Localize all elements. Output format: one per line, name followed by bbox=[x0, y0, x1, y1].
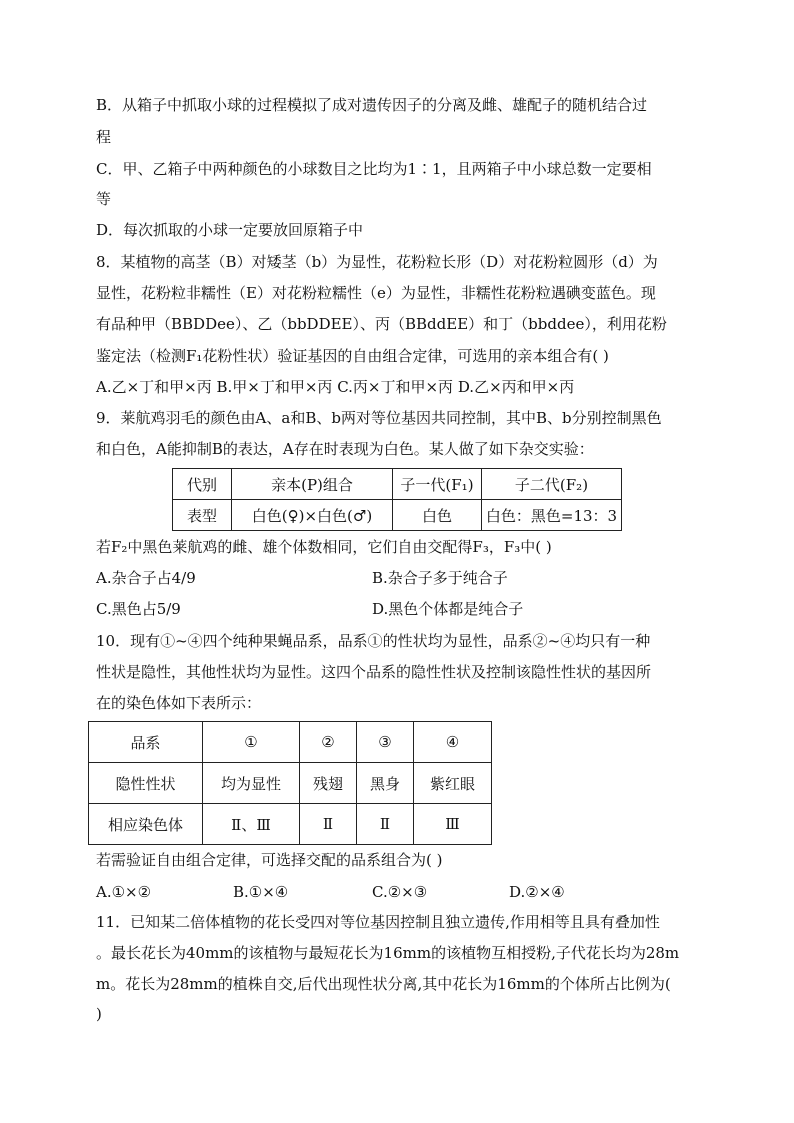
table-row bbox=[89, 763, 492, 804]
q10-stem-line3: 在的染色体如下表所示： bbox=[96, 694, 262, 712]
q11-stem-line4: ) bbox=[96, 1005, 102, 1023]
q7-option-d: D．每次抓取的小球一定要放回原箱子中 bbox=[96, 221, 364, 239]
q10-strain-table bbox=[88, 721, 492, 845]
table-cell: Ⅱ bbox=[357, 804, 414, 845]
q9-stem-line2: 和白色，A能抑制B的表达，A存在时表现为白色。某人做了如下杂交实验： bbox=[96, 440, 594, 458]
q7-option-b-line1: B．从箱子中抓取小球的过程模拟了成对遗传因子的分离及雌、雄配子的随机结合过 bbox=[96, 96, 648, 114]
q11-stem-line2: 。最长花长为40mm的该植物与最短花长为16mm的该植物互相授粉,子代花长均为28m bbox=[96, 944, 680, 962]
table-header-cell: 子二代(F₂) bbox=[482, 469, 622, 500]
table-cell: 表型 bbox=[173, 500, 232, 531]
q8-stem-line1: 8．某植物的高茎（B）对矮茎（b）为显性，花粉粒长形（D）对花粉粒圆形（d）为 bbox=[96, 253, 658, 271]
table-cell: ③ bbox=[357, 722, 414, 763]
table-row bbox=[173, 469, 622, 500]
q11-stem-line3: m。花长为28mm的植株自交,后代出现性状分离,其中花长为16mm的个体所占比例为( bbox=[96, 975, 671, 993]
table-row bbox=[89, 804, 492, 845]
table-cell: 均为显性 bbox=[203, 763, 300, 804]
table-cell: Ⅱ、Ⅲ bbox=[203, 804, 300, 845]
q7-option-c-line2: 等 bbox=[96, 190, 112, 208]
table-cell: ② bbox=[300, 722, 357, 763]
q9-cross-table bbox=[172, 468, 622, 531]
table-row bbox=[173, 500, 622, 531]
table-cell: 黑身 bbox=[357, 763, 414, 804]
q8-stem-line3: 有品种甲（BBDDee）、乙（bbDDEE）、丙（BBddEE）和丁（bbddee），利用花粉 bbox=[96, 315, 667, 333]
q7-option-b-line2: 程 bbox=[96, 128, 112, 146]
q8-stem-line4: 鉴定法（检测F₁花粉性状）验证基因的自由组合定律，可选用的亲本组合有( ) bbox=[96, 347, 609, 365]
q10-option-a: A.①×② bbox=[96, 883, 152, 901]
q11-stem-line1: 11．已知某二倍体植物的花长受四对等位基因控制且独立遗传,作用相等且具有叠加性 bbox=[96, 913, 660, 931]
table-cell: 白色(♀)×白色(♂) bbox=[232, 500, 393, 531]
q8-stem-line2: 显性，花粉粒非糯性（E）对花粉粒糯性（e）为显性，非糯性花粉粒遇碘变蓝色。现 bbox=[96, 284, 656, 302]
table-cell: 相应染色体 bbox=[89, 804, 203, 845]
table-cell: 品系 bbox=[89, 722, 203, 763]
table-cell: 白色：黑色=13：3 bbox=[482, 500, 622, 531]
table-row bbox=[89, 722, 492, 763]
q9-option-c: C.黑色占5/9 bbox=[96, 600, 181, 618]
table-cell: Ⅱ bbox=[300, 804, 357, 845]
table-cell: 隐性性状 bbox=[89, 763, 203, 804]
q7-option-c-line1: C．甲、乙箱子中两种颜色的小球数目之比均为1∶1，且两箱子中小球总数一定要相 bbox=[96, 160, 652, 178]
q10-stem-line4: 若需验证自由组合定律，可选择交配的品系组合为( ) bbox=[96, 851, 443, 869]
table-header-cell: 子一代(F₁) bbox=[393, 469, 482, 500]
table-cell: Ⅲ bbox=[414, 804, 492, 845]
q8-options: A.乙×丁和甲×丙 B.甲×丁和甲×丙 C.丙×丁和甲×丙 D.乙×丙和甲×丙 bbox=[96, 378, 575, 396]
table-cell: 紫红眼 bbox=[414, 763, 492, 804]
q9-stem-line1: 9．莱航鸡羽毛的颜色由A、a和B、b两对等位基因共同控制，其中B、b分别控制黑色 bbox=[96, 409, 662, 427]
table-cell: ① bbox=[203, 722, 300, 763]
q10-option-c: C.②×③ bbox=[372, 883, 428, 901]
table-header-cell: 亲本(P)组合 bbox=[232, 469, 393, 500]
table-header-cell: 代别 bbox=[173, 469, 232, 500]
q10-stem-line1: 10．现有①~④四个纯种果蝇品系，品系①的性状均为显性，品系②~④均只有一种 bbox=[96, 632, 651, 650]
table-cell: 白色 bbox=[393, 500, 482, 531]
q9-stem-line3: 若F₂中黑色莱航鸡的雌、雄个体数相同，它们自由交配得F₃，F₃中( ) bbox=[96, 538, 552, 556]
q9-option-a: A.杂合子占4/9 bbox=[96, 569, 196, 587]
table-cell: ④ bbox=[414, 722, 492, 763]
q9-option-d: D.黑色个体都是纯合子 bbox=[372, 600, 524, 618]
q9-option-b: B.杂合子多于纯合子 bbox=[372, 569, 508, 587]
q10-option-d: D.②×④ bbox=[509, 883, 565, 901]
table-cell: 残翅 bbox=[300, 763, 357, 804]
q10-stem-line2: 性状是隐性，其他性状均为显性。这四个品系的隐性性状及控制该隐性性状的基因所 bbox=[96, 663, 652, 681]
q10-option-b: B.①×④ bbox=[233, 883, 289, 901]
